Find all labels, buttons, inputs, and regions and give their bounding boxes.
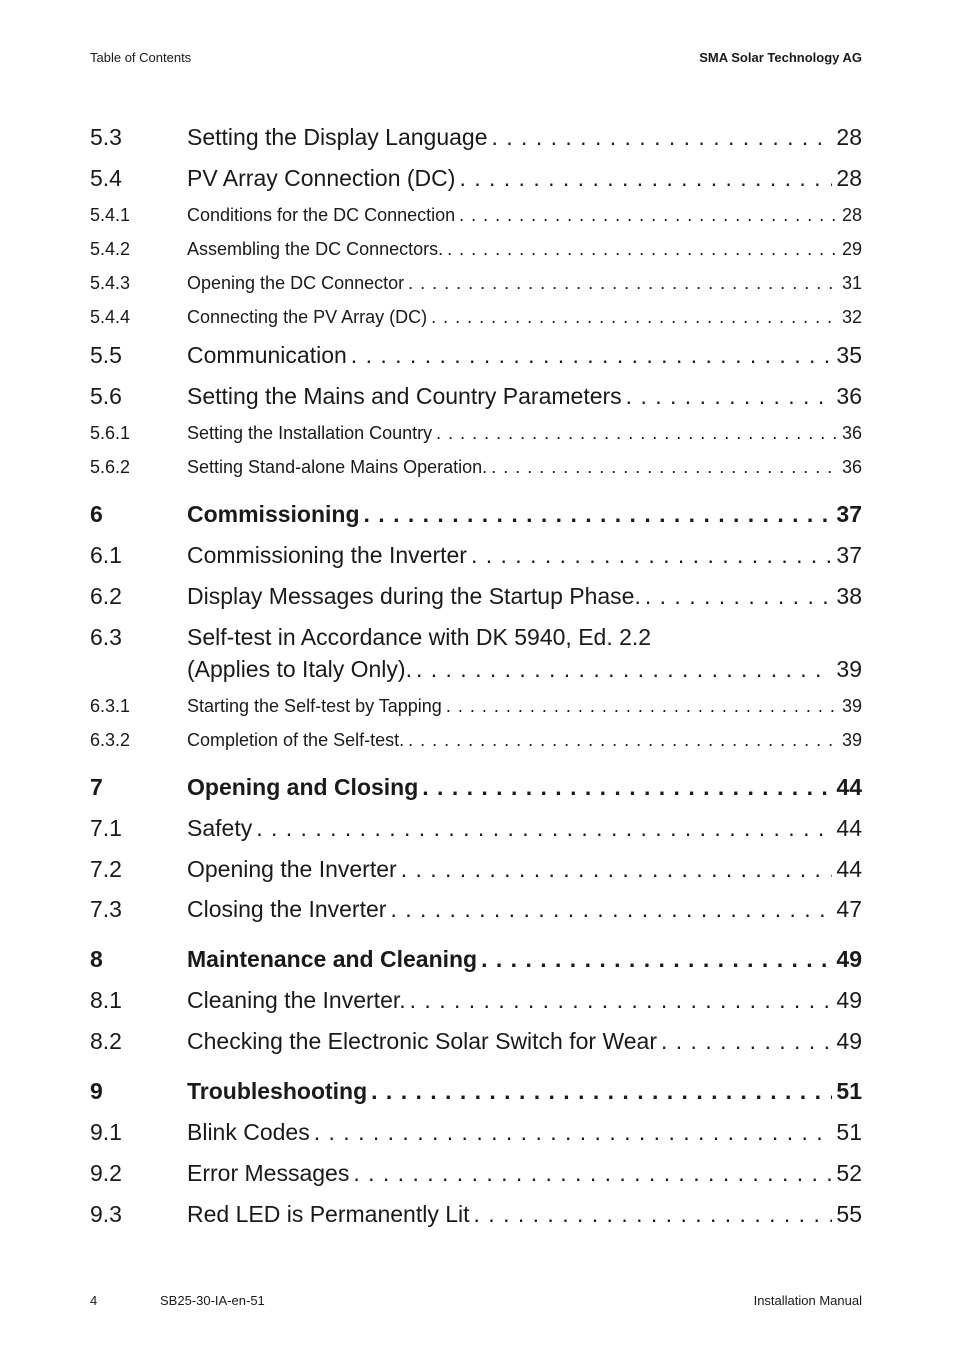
toc-entry-title: Commissioning the Inverter bbox=[187, 542, 467, 568]
header-section-title: Table of Contents bbox=[90, 50, 192, 65]
toc-entry-title: Commissioning bbox=[187, 501, 360, 527]
footer-document-code: SB25-30-IA-en-51 bbox=[160, 1293, 265, 1308]
toc-entry-page: 39 bbox=[836, 656, 862, 682]
toc-entry-number: 8 bbox=[90, 946, 103, 972]
toc-entry-title: Checking the Electronic Solar Switch for Wear bbox=[187, 1028, 657, 1054]
toc-leader-dots bbox=[371, 1078, 832, 1105]
toc-entry-number: 5.4.4 bbox=[90, 307, 131, 327]
toc-entry-page: 44 bbox=[836, 774, 862, 800]
toc-entry-title: Maintenance and Cleaning bbox=[187, 946, 478, 972]
toc-leader-dots bbox=[661, 1028, 832, 1055]
toc-entry[interactable] bbox=[90, 165, 862, 197]
toc-entry-number: 5.3 bbox=[90, 124, 122, 150]
toc-entry[interactable] bbox=[90, 583, 862, 615]
toc-entry-page: 49 bbox=[836, 1028, 862, 1054]
toc-leader-dots bbox=[256, 815, 832, 842]
toc-entry-page: 39 bbox=[841, 730, 862, 750]
toc-entry-number: 5.5 bbox=[90, 342, 122, 368]
toc-leader-dots bbox=[491, 457, 838, 478]
toc-entry[interactable] bbox=[90, 1201, 862, 1233]
toc-leader-dots bbox=[431, 307, 838, 328]
toc-entry-number: 7.3 bbox=[90, 896, 122, 922]
toc-entry-page: 39 bbox=[841, 696, 862, 716]
toc-entry-number: 8.1 bbox=[90, 987, 122, 1013]
toc-entry-title: Assembling the DC Connectors. bbox=[187, 239, 444, 259]
toc-entry-title: Communication bbox=[187, 342, 347, 368]
toc-entry[interactable] bbox=[90, 307, 862, 333]
toc-entry[interactable] bbox=[90, 656, 862, 688]
toc-entry[interactable] bbox=[90, 987, 862, 1019]
toc-leader-dots bbox=[351, 342, 833, 369]
toc-entry-title: Setting the Display Language bbox=[187, 124, 488, 150]
toc-entry-page: 31 bbox=[841, 273, 862, 293]
toc-entry-title: Troubleshooting bbox=[187, 1078, 368, 1104]
toc-entry-page: 29 bbox=[841, 239, 862, 259]
toc-entry-title: Blink Codes bbox=[187, 1119, 310, 1145]
toc-entry-number: 5.4.2 bbox=[90, 239, 131, 259]
toc-entry-number: 6 bbox=[90, 501, 103, 527]
footer-page-number: 4 bbox=[90, 1293, 98, 1308]
toc-entry-page: 36 bbox=[841, 423, 862, 443]
toc-leader-dots bbox=[401, 856, 833, 883]
toc-entry[interactable] bbox=[90, 457, 862, 483]
toc-entry-number: 5.6.1 bbox=[90, 423, 131, 443]
toc-entry[interactable] bbox=[90, 896, 862, 928]
toc-entry-title: Completion of the Self-test. bbox=[187, 730, 405, 750]
toc-entry-page: 38 bbox=[836, 583, 862, 609]
toc-leader-dots bbox=[626, 383, 833, 410]
toc-leader-dots bbox=[474, 1201, 833, 1228]
toc-entry[interactable] bbox=[90, 273, 862, 299]
toc-entry-number: 5.4.1 bbox=[90, 205, 131, 225]
toc-entry-page: 36 bbox=[836, 383, 862, 409]
toc-entry-title: Red LED is Permanently Lit bbox=[187, 1201, 470, 1227]
toc-entry-number: 9 bbox=[90, 1078, 103, 1104]
toc-entry-number: 7 bbox=[90, 774, 103, 800]
toc-entry-number: 8.2 bbox=[90, 1028, 122, 1054]
toc-entry-title: Opening the Inverter bbox=[187, 856, 397, 882]
toc-entry-number: 6.3.1 bbox=[90, 696, 131, 716]
header-company-name: SMA Solar Technology AG bbox=[699, 50, 862, 65]
toc-leader-dots bbox=[408, 730, 838, 751]
toc-entry-title: Closing the Inverter bbox=[187, 896, 387, 922]
footer-document-type: Installation Manual bbox=[753, 1293, 862, 1308]
toc-leader-dots bbox=[492, 124, 833, 151]
toc-leader-dots bbox=[459, 205, 838, 226]
toc-chapter[interactable] bbox=[90, 774, 862, 806]
toc-entry-title: Safety bbox=[187, 815, 253, 841]
toc-entry-number: 6.2 bbox=[90, 583, 122, 609]
toc-entry-number: 6.1 bbox=[90, 542, 122, 568]
toc-leader-dots bbox=[364, 501, 833, 528]
toc-leader-dots bbox=[459, 165, 832, 192]
toc-entry[interactable] bbox=[90, 124, 862, 156]
toc-leader-dots bbox=[645, 583, 833, 610]
toc-entry[interactable] bbox=[90, 696, 862, 722]
toc-entry-title: (Applies to Italy Only). bbox=[187, 656, 412, 682]
toc-entry[interactable] bbox=[90, 624, 862, 656]
toc-entry[interactable] bbox=[90, 205, 862, 231]
toc-entry[interactable] bbox=[90, 1160, 862, 1192]
toc-entry[interactable] bbox=[90, 342, 862, 374]
toc-leader-dots bbox=[481, 946, 832, 973]
toc-entry-page: 49 bbox=[836, 946, 862, 972]
toc-entry[interactable] bbox=[90, 239, 862, 265]
toc-entry-page: 37 bbox=[836, 501, 862, 527]
toc-entry-page: 51 bbox=[836, 1119, 862, 1145]
toc-entry-number: 6.3 bbox=[90, 624, 122, 650]
toc-entry-title-line1: Self-test in Accordance with DK 5940, Ed. 2.2 bbox=[187, 624, 652, 650]
toc-chapter[interactable] bbox=[90, 1078, 862, 1110]
toc-entry-page: 32 bbox=[841, 307, 862, 327]
toc-leader-dots bbox=[408, 273, 838, 294]
toc-leader-dots bbox=[446, 696, 838, 717]
toc-entry-number: 9.1 bbox=[90, 1119, 122, 1145]
toc-entry-number: 9.2 bbox=[90, 1160, 122, 1186]
toc-entry-title: Setting the Installation Country bbox=[187, 423, 433, 443]
toc-entry[interactable] bbox=[90, 1119, 862, 1151]
toc-entry-title: Starting the Self-test by Tapping bbox=[187, 696, 442, 716]
toc-leader-dots bbox=[410, 987, 833, 1014]
toc-entry-number: 5.4.3 bbox=[90, 273, 131, 293]
toc-entry-number: 7.1 bbox=[90, 815, 122, 841]
toc-entry-title: Opening the DC Connector bbox=[187, 273, 405, 293]
toc-leader-dots bbox=[390, 896, 832, 923]
toc-entry[interactable] bbox=[90, 423, 862, 449]
toc-entry-page: 47 bbox=[836, 896, 862, 922]
toc-entry-page: 44 bbox=[836, 856, 862, 882]
toc-entry-number: 7.2 bbox=[90, 856, 122, 882]
toc-entry-number: 5.4 bbox=[90, 165, 122, 191]
toc-entry-page: 44 bbox=[836, 815, 862, 841]
toc-leader-dots bbox=[447, 239, 838, 260]
toc-entry[interactable] bbox=[90, 383, 862, 415]
toc-entry-title: Conditions for the DC Connection bbox=[187, 205, 456, 225]
toc-entry-page: 49 bbox=[836, 987, 862, 1013]
toc-leader-dots bbox=[436, 423, 838, 444]
toc-entry-page: 51 bbox=[836, 1078, 862, 1104]
toc-leader-dots bbox=[416, 656, 832, 683]
toc-entry-page: 28 bbox=[836, 165, 862, 191]
toc-entry[interactable] bbox=[90, 856, 862, 888]
toc-entry[interactable] bbox=[90, 730, 862, 756]
toc-entry-title: PV Array Connection (DC) bbox=[187, 165, 456, 191]
toc-entry-title: Error Messages bbox=[187, 1160, 350, 1186]
toc-entry-page: 28 bbox=[841, 205, 862, 225]
toc-entry-page: 37 bbox=[836, 542, 862, 568]
toc-entry-page: 35 bbox=[836, 342, 862, 368]
toc-entry-title: Opening and Closing bbox=[187, 774, 419, 800]
toc-leader-dots bbox=[353, 1160, 832, 1187]
toc-entry-page: 55 bbox=[836, 1201, 862, 1227]
toc-entry-page: 52 bbox=[836, 1160, 862, 1186]
toc-entry-page: 28 bbox=[836, 124, 862, 150]
toc-chapter[interactable] bbox=[90, 946, 862, 978]
toc-entry[interactable] bbox=[90, 542, 862, 574]
toc-entry-title: Connecting the PV Array (DC) bbox=[187, 307, 428, 327]
toc-leader-dots bbox=[422, 774, 832, 801]
toc-entry-title: Setting Stand-alone Mains Operation. bbox=[187, 457, 488, 477]
toc-entry-number: 5.6.2 bbox=[90, 457, 131, 477]
toc-entry[interactable] bbox=[90, 1028, 862, 1060]
toc-chapter[interactable] bbox=[90, 501, 862, 533]
toc-entry[interactable] bbox=[90, 815, 862, 847]
toc-entry-number: 9.3 bbox=[90, 1201, 122, 1227]
toc-entry-page: 36 bbox=[841, 457, 862, 477]
toc-leader-dots bbox=[314, 1119, 833, 1146]
toc-entry-title: Setting the Mains and Country Parameters bbox=[187, 383, 622, 409]
toc-leader-dots bbox=[471, 542, 832, 569]
toc-entry-number: 5.6 bbox=[90, 383, 122, 409]
toc-entry-number: 6.3.2 bbox=[90, 730, 131, 750]
toc-entry-title: Cleaning the Inverter. bbox=[187, 987, 406, 1013]
toc-entry-title: Display Messages during the Startup Phase. bbox=[187, 583, 641, 609]
